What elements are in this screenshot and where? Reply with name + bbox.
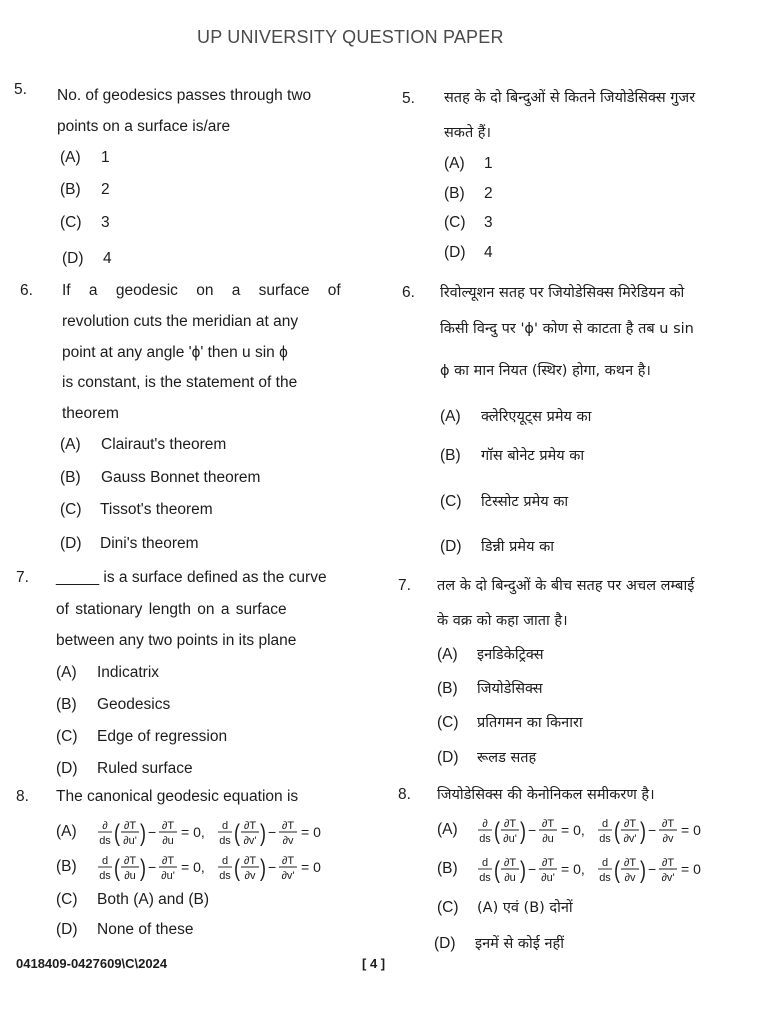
q8-en-option-c-label: (C)	[56, 891, 78, 908]
q8-en-option-a-label: (A)	[56, 823, 77, 840]
term-1-outer-fraction-numerator: ∂T	[541, 818, 555, 830]
q5-hi-option-c: 3	[484, 214, 493, 231]
term-2-minus: −	[648, 861, 657, 877]
term-2-close-paren: )	[260, 855, 266, 882]
term-2-derivative-denominator: ds	[599, 833, 611, 845]
term-2-open-paren: (	[234, 820, 240, 847]
term-2-derivative-numerator: d	[221, 820, 229, 832]
q7-hi-option-a: इनडिकेट्रिक्स	[477, 647, 544, 663]
q6-hi-line-3: ϕ का मान नियत (स्थिर) होगा, कथन है।	[440, 363, 651, 379]
q5-en-option-d: 4	[103, 250, 112, 267]
q8-hi-option-c-label: (C)	[437, 899, 459, 916]
term-2-inner-fraction-numerator: ∂T	[243, 820, 257, 832]
term-2-close-paren: )	[640, 857, 646, 884]
term-2-open-paren: (	[614, 857, 620, 884]
term-2-outer-fraction-denominator: ∂v	[662, 833, 674, 845]
term-1-outer-fraction-denominator: ∂u	[542, 833, 554, 845]
term-1-minus: −	[528, 861, 537, 877]
term-2-outer-fraction-numerator: ∂T	[281, 855, 295, 867]
q8-hi-option-b-label: (B)	[437, 860, 458, 877]
term-1-inner-fraction-numerator: ∂T	[503, 818, 517, 830]
q5-hi-number: 5.	[402, 90, 415, 107]
q5-en-option-c: 3	[101, 214, 110, 231]
q5-en-option-b: 2	[101, 181, 110, 198]
term-2-close-paren: )	[640, 818, 646, 845]
q7-hi-number: 7.	[398, 577, 411, 594]
q8-hi-equation-a	[476, 814, 726, 848]
term-1-outer-fraction-denominator: ∂u	[162, 835, 174, 847]
term-1-inner-fraction-denominator: ∂u'	[503, 833, 517, 845]
term-1-inner-fraction-numerator: ∂T	[503, 857, 517, 869]
term-2-inner-fraction-numerator: ∂T	[623, 818, 637, 830]
term-1-equals: = 0,	[561, 822, 585, 838]
term-2-derivative-denominator: ds	[599, 872, 611, 884]
term-2-equals: = 0	[301, 859, 321, 875]
q8-en-option-b-label: (B)	[56, 858, 77, 875]
q6-hi-line-1: रिवोल्यूशन सतह पर जियोडेसिक्स मिरेडियन को	[440, 285, 685, 301]
q8-en-equation-a	[96, 816, 346, 850]
q8-en-option-c: Both (A) and (B)	[97, 891, 209, 908]
term-1-open-paren: (	[494, 857, 500, 884]
term-2-open-paren: (	[614, 818, 620, 845]
q7-en-line-2: of stationary length on a surface	[56, 601, 287, 618]
q7-en-option-c: Edge of regression	[97, 728, 228, 745]
q7-en-line-3: between any two points in its plane	[56, 632, 297, 649]
term-1-open-paren: (	[494, 818, 500, 845]
q7-hi-line-2: के वक्र को कहा जाता है।	[437, 613, 568, 629]
q5-en-line-2: points on a surface is/are	[57, 118, 231, 135]
term-1-derivative-denominator: ds	[99, 835, 111, 847]
term-1-outer-fraction-numerator: ∂T	[161, 820, 175, 832]
q5-hi-option-a: 1	[484, 155, 493, 172]
q5-en-option-b-label: (B)	[60, 181, 81, 198]
q5-en-option-a: 1	[101, 149, 110, 166]
term-2-equals: = 0	[301, 824, 321, 840]
q8-en-option-d-label: (D)	[56, 921, 78, 938]
term-2-outer-fraction-numerator: ∂T	[281, 820, 295, 832]
term-1-derivative-numerator: d	[481, 857, 489, 869]
term-1-outer-fraction-denominator: ∂u'	[161, 870, 175, 882]
term-2-outer-fraction-denominator: ∂v'	[661, 872, 675, 884]
term-1-inner-fraction-numerator: ∂T	[123, 820, 137, 832]
term-1-derivative-numerator: ∂	[102, 820, 108, 832]
q5-hi-line-2: सकते हैं।	[444, 125, 492, 141]
q6-en-line-5: theorem	[62, 405, 119, 422]
term-1-equals: = 0,	[561, 861, 585, 877]
term-2-close-paren: )	[260, 820, 266, 847]
term-2-outer-fraction-numerator: ∂T	[661, 857, 675, 869]
q6-en-option-d-label: (D)	[60, 535, 82, 552]
q5-hi-option-a-label: (A)	[444, 155, 465, 172]
term-1-inner-fraction-denominator: ∂u'	[123, 835, 137, 847]
q6-hi-option-b: गॉस बोनेट प्रमेय का	[481, 448, 585, 464]
term-2-inner-fraction-denominator: ∂v'	[623, 833, 637, 845]
q6-en-option-d: Dini's theorem	[100, 535, 199, 552]
term-2-outer-fraction-denominator: ∂v'	[281, 870, 295, 882]
term-2-equals: = 0	[681, 822, 701, 838]
term-1-derivative-numerator: d	[101, 855, 109, 867]
q7-en-option-d: Ruled surface	[97, 760, 193, 777]
term-2-inner-fraction-denominator: ∂v	[244, 870, 256, 882]
term-2-derivative-numerator: d	[601, 857, 609, 869]
q7-hi-option-c: प्रतिगमन का किनारा	[477, 715, 583, 731]
q5-hi-option-b-label: (B)	[444, 185, 465, 202]
q5-en-number: 5.	[14, 81, 27, 98]
term-2-equals: = 0	[681, 861, 701, 877]
term-1-minus: −	[528, 822, 537, 838]
q8-en-equation-b	[96, 851, 346, 885]
page-header	[0, 0, 768, 52]
q7-en-option-a: Indicatrix	[97, 664, 160, 681]
q7-hi-option-b-label: (B)	[437, 680, 458, 697]
q6-hi-option-c: टिस्सोट प्रमेय का	[481, 494, 569, 510]
q6-hi-option-a: क्लेरिएयूट्स प्रमेय का	[481, 409, 592, 425]
q6-hi-number: 6.	[402, 284, 415, 301]
q7-en-option-b: Geodesics	[97, 696, 171, 713]
term-1-close-paren: )	[520, 818, 526, 845]
term-1-minus: −	[148, 859, 157, 875]
term-2-outer-fraction-denominator: ∂v	[282, 835, 294, 847]
q7-hi-option-d-label: (D)	[437, 749, 459, 766]
page-title: UP UNIVERSITY QUESTION PAPER	[197, 27, 504, 47]
q6-hi-option-a-label: (A)	[440, 408, 461, 425]
q7-en-number: 7.	[16, 569, 29, 586]
q8-hi-option-a-label: (A)	[437, 821, 458, 838]
term-1-outer-fraction-numerator: ∂T	[541, 857, 555, 869]
q6-en-option-c-label: (C)	[60, 501, 82, 518]
term-2-derivative-numerator: d	[221, 855, 229, 867]
term-1-inner-fraction-denominator: ∂u	[504, 872, 516, 884]
q5-hi-option-d: 4	[484, 244, 493, 261]
q6-en-option-a-label: (A)	[60, 436, 81, 453]
term-1-close-paren: )	[140, 820, 146, 847]
q6-en-line-3: point at any angle 'ϕ' then u sin ϕ	[62, 344, 288, 361]
q8-hi-option-d: इनमें से कोई नहीं	[475, 936, 564, 952]
page-number: [ 4 ]	[362, 956, 386, 971]
q8-hi-number: 8.	[398, 786, 411, 803]
q5-hi-option-b: 2	[484, 185, 493, 202]
q8-hi-option-d-label: (D)	[434, 935, 456, 952]
term-2-open-paren: (	[234, 855, 240, 882]
q6-en-line-1: If a geodesic on a surface of	[62, 282, 341, 299]
q5-hi-line-1: सतह के दो बिन्दुओं से कितने जियोडेसिक्स गुजर	[444, 90, 696, 106]
term-2-minus: −	[268, 824, 277, 840]
term-1-derivative-numerator: ∂	[482, 818, 488, 830]
q6-en-option-a: Clairaut's theorem	[101, 436, 227, 453]
q7-en-option-a-label: (A)	[56, 664, 77, 681]
term-1-derivative-denominator: ds	[99, 870, 111, 882]
paper-code: 0418409-0427609\C\2024	[16, 956, 168, 971]
term-2-minus: −	[268, 859, 277, 875]
term-2-inner-fraction-numerator: ∂T	[623, 857, 637, 869]
term-1-open-paren: (	[114, 855, 120, 882]
q5-hi-option-c-label: (C)	[444, 214, 466, 231]
term-1-equals: = 0,	[181, 859, 205, 875]
term-1-equals: = 0,	[181, 824, 205, 840]
q5-hi-option-d-label: (D)	[444, 244, 466, 261]
q6-en-line-2: revolution cuts the meridian at any	[62, 313, 299, 330]
q6-hi-option-c-label: (C)	[440, 493, 462, 510]
term-1-inner-fraction-denominator: ∂u	[124, 870, 136, 882]
q7-en-option-d-label: (D)	[56, 760, 78, 777]
term-1-minus: −	[148, 824, 157, 840]
q8-en-option-d: None of these	[97, 921, 194, 938]
q6-hi-option-b-label: (B)	[440, 447, 461, 464]
q8-hi-option-c: (A) एवं (B) दोनों	[477, 900, 573, 916]
q7-en-line-1: _____ is a surface defined as the curve	[56, 569, 327, 586]
q6-en-number: 6.	[20, 282, 33, 299]
term-2-derivative-denominator: ds	[219, 835, 231, 847]
term-1-close-paren: )	[140, 855, 146, 882]
q8-hi-equation-b	[476, 853, 726, 887]
q5-en-option-a-label: (A)	[60, 149, 81, 166]
q6-en-option-b: Gauss Bonnet theorem	[101, 469, 261, 486]
q7-en-option-b-label: (B)	[56, 696, 77, 713]
q7-en-option-c-label: (C)	[56, 728, 78, 745]
q6-en-line-4: is constant, is the statement of the	[62, 374, 298, 391]
q7-hi-option-c-label: (C)	[437, 714, 459, 731]
q8-en-line-1: The canonical geodesic equation is	[56, 788, 299, 805]
term-2-inner-fraction-denominator: ∂v'	[243, 835, 257, 847]
term-2-outer-fraction-numerator: ∂T	[661, 818, 675, 830]
q5-en-option-c-label: (C)	[60, 214, 82, 231]
q5-en-line-1: No. of geodesics passes through two	[57, 87, 312, 104]
question-paper-page	[0, 52, 768, 972]
term-2-derivative-numerator: d	[601, 818, 609, 830]
q7-hi-option-a-label: (A)	[437, 646, 458, 663]
term-1-inner-fraction-numerator: ∂T	[123, 855, 137, 867]
q7-hi-option-d: रूलड सतह	[477, 750, 537, 766]
term-1-derivative-denominator: ds	[479, 833, 491, 845]
q6-hi-option-d: डिन्नी प्रमेय का	[481, 539, 554, 555]
term-1-derivative-denominator: ds	[479, 872, 491, 884]
term-1-outer-fraction-denominator: ∂u'	[541, 872, 555, 884]
term-2-derivative-denominator: ds	[219, 870, 231, 882]
q6-en-option-c: Tissot's theorem	[100, 501, 213, 518]
term-2-inner-fraction-numerator: ∂T	[243, 855, 257, 867]
q7-hi-option-b: जियोडेसिक्स	[477, 681, 543, 697]
q8-en-number: 8.	[16, 788, 29, 805]
term-1-open-paren: (	[114, 820, 120, 847]
term-1-close-paren: )	[520, 857, 526, 884]
term-2-inner-fraction-denominator: ∂v	[624, 872, 636, 884]
term-2-minus: −	[648, 822, 657, 838]
q6-hi-line-2: किसी विन्दु पर 'ϕ' कोण से काटता है तब u sin	[440, 321, 694, 337]
term-1-outer-fraction-numerator: ∂T	[161, 855, 175, 867]
q7-hi-line-1: तल के दो बिन्दुओं के बीच सतह पर अचल लम्बाई	[437, 578, 695, 594]
q6-en-option-b-label: (B)	[60, 469, 81, 486]
q5-en-option-d-label: (D)	[62, 250, 84, 267]
q8-hi-line-1: जियोडेसिक्स की केनोनिकल समीकरण है।	[437, 787, 655, 803]
q6-hi-option-d-label: (D)	[440, 538, 462, 555]
